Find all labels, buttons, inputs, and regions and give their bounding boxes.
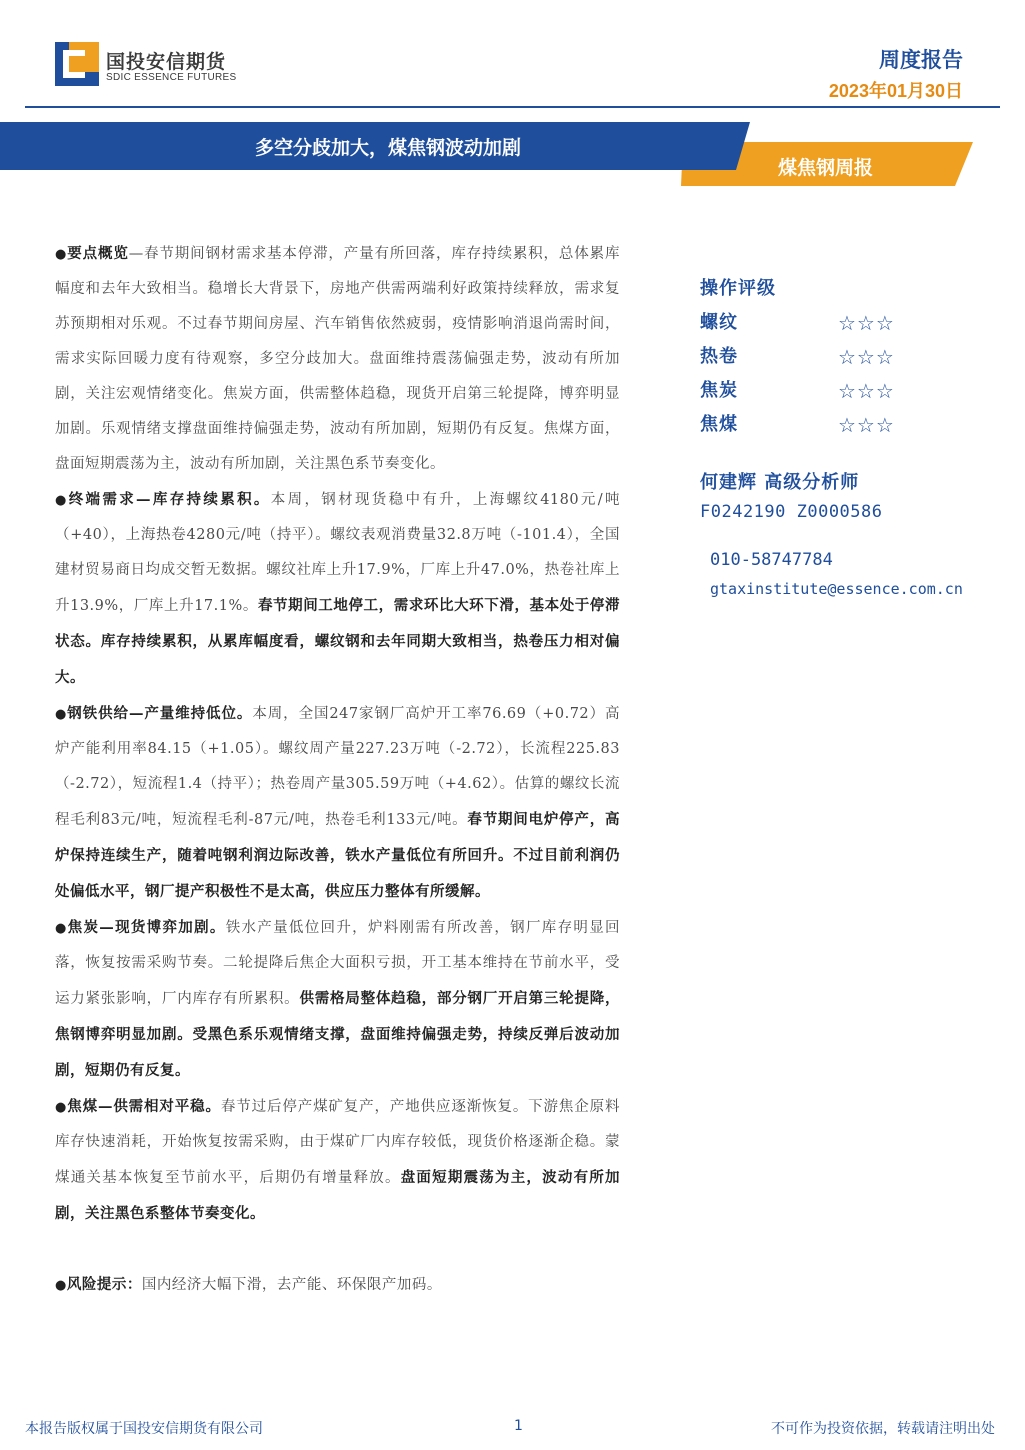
section-body: 国内经济大幅下滑，去产能、环保限产加码。 bbox=[141, 1277, 442, 1293]
section-demand bbox=[55, 482, 620, 696]
bullet-icon: ● bbox=[55, 707, 68, 722]
company-logo-icon bbox=[55, 42, 99, 86]
analyst-certificates: F0242190 Z0000586 bbox=[700, 502, 883, 522]
rating-name: 热卷 bbox=[700, 346, 738, 367]
section-body: —春节期间钢材需求基本停滞，产量有所回落，库存持续累积，总体累库幅度和去年大致相当。稳增长大背景下，房地产供需两端利好政策持续释放，需求复苏预期相对乐观。不过春节期间房屋、汽车销售依然疲弱，疫情影响消退尚需时间，需求实际回暖力度有待观察，多空分歧加大。盘面维持震荡偏强走势，波动有所加剧，关注宏观情绪变化。焦炭方面，供需整体趋稳，现货开启第三轮提降，博弈明显加剧。乐观情绪支撑盘面维持偏强走势，波动有所加剧，短期仍有反复。焦煤方面，盘面短期震荡为主，波动有所加剧，关注黑色系节奏变化。 bbox=[55, 246, 621, 472]
section-conclusion: 春节期间电炉停产，高炉保持连续生产，随着吨钢利润边际改善，铁水产量低位有所回升。不过目前利润仍处偏低水平，钢厂提产积极性不是太高，供应压力整体有所缓解。 bbox=[55, 811, 620, 900]
headline: 多空分歧加大，煤焦钢波动加剧 bbox=[255, 137, 522, 159]
main-content bbox=[55, 236, 620, 1303]
section-heading: 要点概览 bbox=[67, 245, 129, 262]
section-heading: 焦炭—现货博弈加剧。 bbox=[67, 919, 226, 936]
section-heading: 终端需求—库存持续累积。 bbox=[68, 491, 271, 508]
rating-title: 操作评级 bbox=[700, 278, 776, 299]
sidebar bbox=[700, 272, 1020, 598]
spacer bbox=[55, 1232, 620, 1267]
star-rating-icon: ☆☆☆ bbox=[838, 413, 895, 437]
bullet-icon: ● bbox=[55, 921, 68, 936]
rating-name: 焦炭 bbox=[700, 380, 738, 401]
section-body: 本周，全国247家钢厂高炉开工率76.69（+0.72）高炉产能利用率84.15（+1.05）。螺纹周产量227.23万吨（-2.72），长流程225.83（-2.72），短流程1.4（持平）；热卷周产量305.59万吨（+4.62）。估算的螺纹长流程毛利83元/吨，短流程毛利-87元/吨，热卷毛利133元/吨。 bbox=[55, 706, 620, 828]
section-conclusion: 盘面短期震荡为主，波动有所加剧，关注黑色系整体节奏变化。 bbox=[55, 1169, 621, 1222]
footer-disclaimer: 不可作为投资依据，转载请注明出处 bbox=[771, 1421, 995, 1437]
bullet-icon: ● bbox=[55, 1278, 67, 1293]
bullet-icon: ● bbox=[55, 247, 68, 262]
rating-row-coking-coal bbox=[700, 408, 1020, 442]
section-body: 本周，钢材现货稳中有升，上海螺纹4180元/吨（+40），上海热卷4280元/吨（持平）。螺纹表观消费量32.8万吨（-101.4），全国建材贸易商日均成交暂无数据。螺纹社库上升17.9%，厂库上升47.0%，热卷社库上升13.9%，厂库上升17.1%。 bbox=[55, 492, 620, 614]
rating-row-coke bbox=[700, 374, 1020, 408]
header-divider bbox=[25, 106, 1000, 108]
section-risk bbox=[55, 1267, 620, 1303]
section-coking-coal bbox=[55, 1089, 620, 1232]
star-rating-icon: ☆☆☆ bbox=[838, 379, 895, 403]
page-number: 1 bbox=[514, 1418, 523, 1434]
section-heading: 钢铁供给—产量维持低位。 bbox=[67, 705, 253, 722]
section-body: 春节过后停产煤矿复产，产地供应逐渐恢复。下游焦企原料库存快速消耗，开始恢复按需采购，由于煤矿厂内库存较低，现货价格逐渐企稳。蒙煤通关基本恢复至节前水平，后期仍有增量释放。 bbox=[55, 1099, 621, 1186]
analyst-email[interactable]: gtaxinstitute@essence.com.cn bbox=[710, 580, 963, 598]
section-heading: 焦煤—供需相对平稳。 bbox=[67, 1098, 221, 1115]
report-type: 周度报告 bbox=[879, 48, 963, 72]
section-heading: 风险提示： bbox=[66, 1276, 142, 1293]
section-conclusion: 供需格局整体趋稳，部分钢厂开启第三轮提降，焦钢博弈明显加剧。受黑色系乐观情绪支撑，盘面维持偏强走势，持续反弹后波动加剧，短期仍有反复。 bbox=[55, 990, 621, 1079]
company-name-cn: 国投安信期货 bbox=[106, 51, 227, 73]
section-coke bbox=[55, 910, 620, 1089]
footer-copyright: 本报告版权属于国投安信期货有限公司 bbox=[25, 1421, 263, 1437]
report-category: 煤焦钢周报 bbox=[778, 157, 874, 179]
analyst-name: 何建辉 高级分析师 bbox=[700, 472, 860, 493]
rating-row-hot-coil bbox=[700, 340, 1020, 374]
section-overview bbox=[55, 236, 620, 482]
section-supply bbox=[55, 696, 620, 910]
report-date: 2023年01月30日 bbox=[828, 81, 963, 101]
rating-name: 螺纹 bbox=[700, 312, 738, 333]
bullet-icon: ● bbox=[55, 493, 69, 508]
rating-name: 焦煤 bbox=[700, 414, 738, 435]
star-rating-icon: ☆☆☆ bbox=[838, 345, 895, 369]
analyst-phone: 010-58747784 bbox=[710, 550, 833, 570]
star-rating-icon: ☆☆☆ bbox=[838, 311, 895, 335]
rating-row-rebar bbox=[700, 306, 1020, 340]
bullet-icon: ● bbox=[55, 1100, 68, 1115]
section-conclusion: 春节期间工地停工，需求环比大环下滑，基本处于停滞状态。库存持续累积，从累库幅度看，螺纹钢和去年同期大致相当，热卷压力相对偏大。 bbox=[55, 597, 620, 686]
company-name-en: SDIC ESSENCE FUTURES bbox=[106, 72, 237, 83]
section-body: 铁水产量低位回升，炉料刚需有所改善，钢厂库存明显回落，恢复按需采购节奏。二轮提降后焦企大面积亏损，开工基本维持在节前水平，受运力紧张影响，厂内库存有所累积。 bbox=[55, 920, 621, 1007]
